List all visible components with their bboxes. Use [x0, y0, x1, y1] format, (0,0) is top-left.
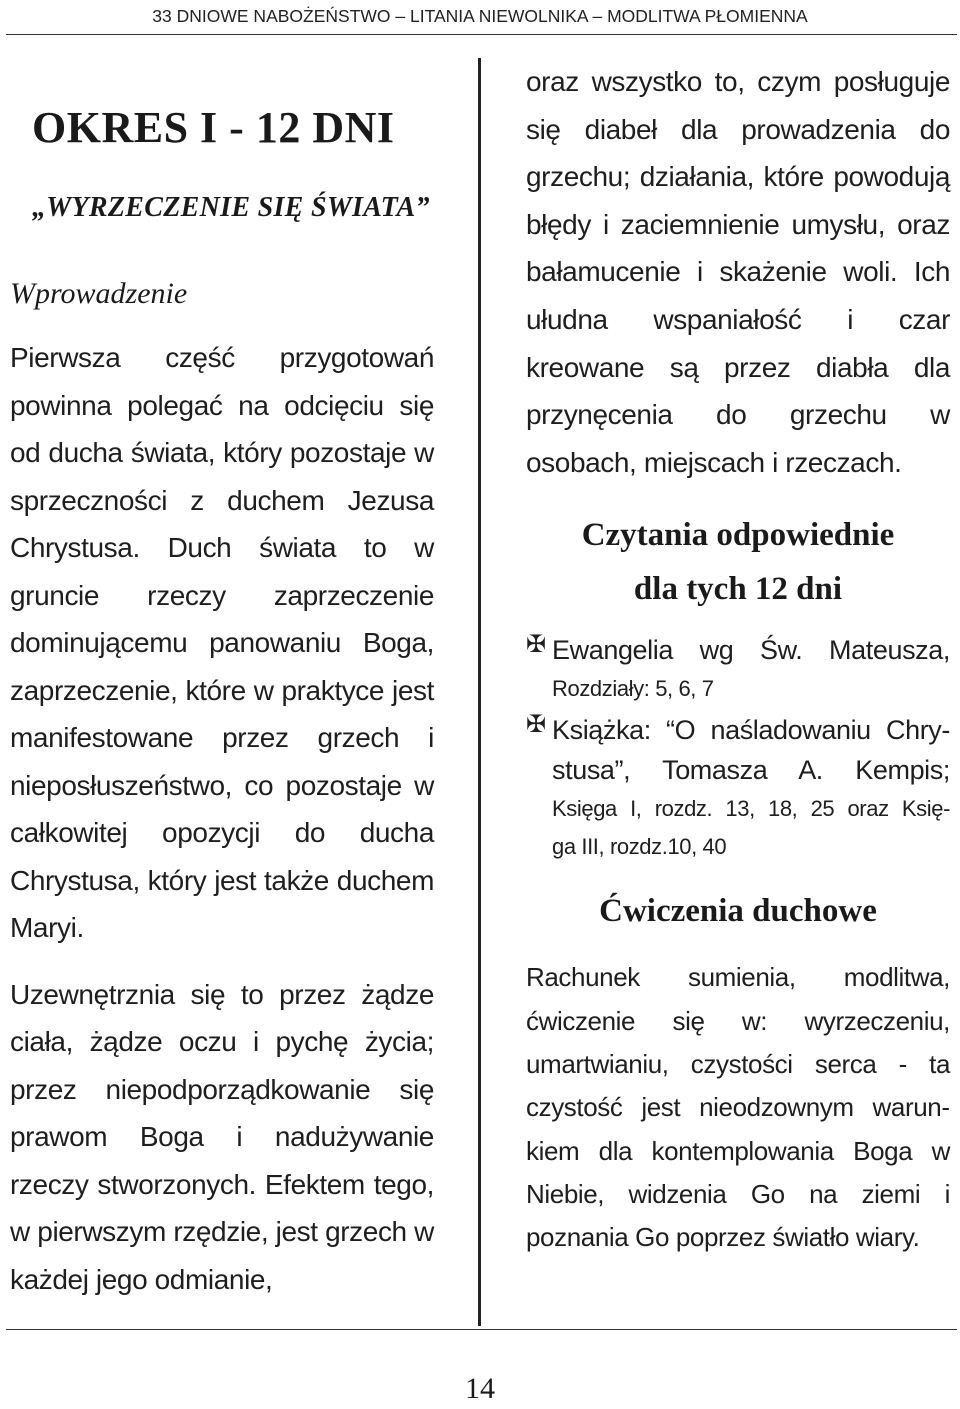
readings-heading-line-1: Czytania odpowiednie	[581, 517, 895, 554]
reading-detail: Rozdziały: 5, 6, 7	[552, 676, 714, 702]
reading-title: Książka: “O naśladowaniu Chry-	[552, 715, 950, 746]
intro-paragraph-2: Uzewnętrznia się to przez żądze ciała, żądze oczu i pychę życia; przez niepodporządkowanie się prawom Boga i nadużywanie rzeczy stworzonych. Efektem tego, w pierwszym rzędzie, jest grzech w każdej jego odmianie,	[10, 978, 434, 1295]
section-title: OKRES I - 12 DNI	[32, 103, 395, 152]
continued-paragraph: oraz wszystko to, czym posługuje się diabeł dla prowadzenia do grzechu; działania, które powodują błędy i zaciemnienie umysłu, oraz bałamucenie i skażenie woli. Ich ułudna wspaniałość i czar kreowane są przez diabła dla przynęcenia do grzechu w osobach, miejscach i rzeczach.	[526, 66, 950, 478]
readings-list	[526, 630, 950, 866]
running-header: 33 DNIOWE NABOŻEŃSTWO – LITANIA NIEWOLNIKA – MODLITWA PŁOMIENNA	[152, 6, 808, 26]
reading-detail-cont: ga III, rozdz.10, 40	[552, 834, 727, 860]
cross-icon: ✠	[526, 631, 546, 659]
reading-title-cont: stusa”, Tomasza A. Kempis;	[552, 755, 950, 786]
page-number: 14	[465, 1372, 495, 1405]
reading-item	[526, 710, 950, 866]
exercises-heading: Ćwiczenia duchowe	[599, 893, 877, 930]
column-divider	[478, 58, 481, 1326]
reading-detail: Księga I, rozdz. 13, 18, 25 oraz Księ-	[552, 796, 950, 822]
left-column	[10, 98, 434, 1303]
reading-item	[526, 630, 950, 708]
intro-heading: Wprowadzenie	[10, 277, 188, 310]
reading-title: Ewangelia wg Św. Mateusza,	[552, 635, 950, 666]
intro-paragraph-1: Pierwsza część przygotowań powinna polegać na odcięciu się od ducha świata, który pozostaje w sprzeczności z duchem Jezusa Chrystusa. Duch świata to w gruncie rzeczy zaprzeczenie dominującemu panowaniu Boga, zaprzeczenie, które w praktyce jest manifestowane przez grzech i nieposłuszeństwo, co pozostaje w całkowitej opozycji do ducha Chrystusa, który jest także duchem Maryi.	[10, 342, 434, 943]
exercises-paragraph: Rachunek sumienia, modlitwa, ćwiczenie się w: wyrzeczeniu, umartwianiu, czystości serca - ta czystość jest nieodzownym warunkiem dla kontemplowania Boga w Niebie, widzenia Go na ziemi i poznania Go poprzez światło wiary.	[526, 962, 950, 1253]
readings-heading-line-2: dla tych 12 dni	[633, 571, 843, 608]
section-subtitle: „WYRZECZENIE SIĘ ŚWIATA”	[32, 192, 430, 223]
readings-heading	[526, 508, 950, 616]
cross-icon: ✠	[526, 711, 546, 739]
right-column	[526, 58, 950, 1259]
footer-rule	[6, 1329, 957, 1330]
header-rule	[6, 34, 957, 35]
